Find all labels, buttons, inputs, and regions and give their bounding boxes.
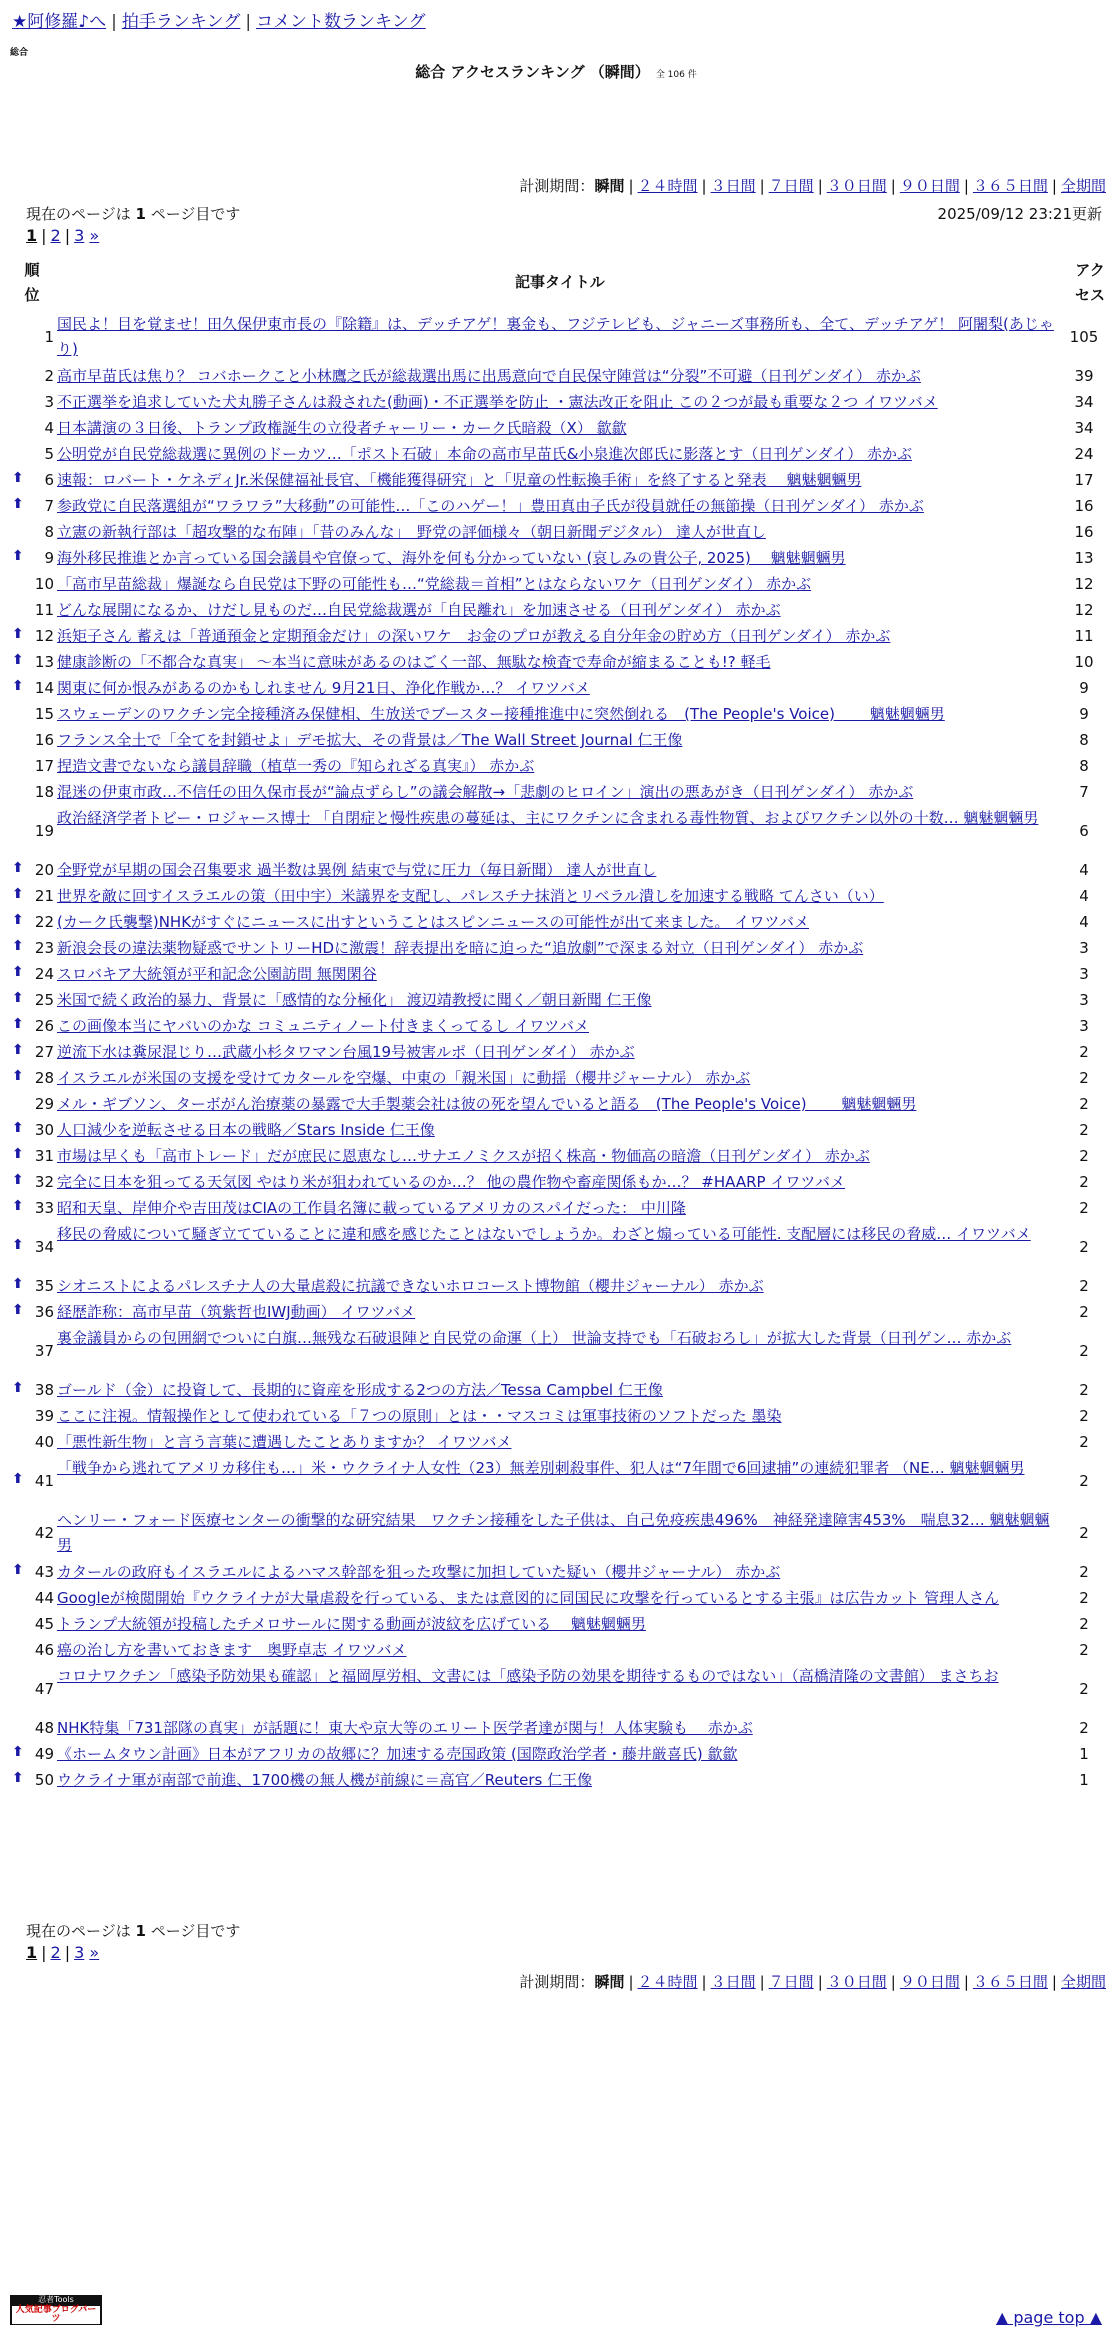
ninja-tools-logo[interactable]: 忍者Tools 人気記事ブログパーツ 忍者アクセスRSS [10,2295,102,2325]
period-separator: | [628,177,634,195]
rank-number: 31 [34,1147,54,1165]
rank-number: 40 [34,1433,54,1451]
header-title: 記事タイトル [515,273,605,291]
pager-page-link[interactable]: 3 [74,1943,85,1962]
access-count: 4 [1079,887,1089,905]
access-count: 12 [1074,601,1094,619]
rank-number: 19 [34,822,54,840]
updated-timestamp: 2025/09/12 23:21更新 [937,205,1102,223]
period-separator: | [628,1973,634,1991]
article-title-link[interactable]: 全野党が早期の国会召集要求 過半数は異例 結束で与党に圧力（毎日新聞） 達人が世直し [57,861,657,879]
table-row [0,624,1112,650]
rank-number: 23 [34,939,54,957]
rank-number: 50 [34,1771,54,1789]
up-arrow-icon: ⬆ [12,1380,24,1396]
period-option-link[interactable]: ３６５日間 [972,1973,1048,1991]
article-title-link[interactable]: ゴールド（金）に投資して、長期的に資産を形成する2つの方法／Tessa Campbel 仁王像 [57,1381,663,1399]
access-count: 2 [1079,1238,1089,1256]
period-current: 瞬間 [594,177,625,195]
rank-number: 9 [44,549,54,567]
article-title-link[interactable]: 「高市早苗総裁」爆誕なら自民党は下野の可能性も…“党総裁＝首相”とはならないワケ（日刊ゲンダイ） 赤かぶ [57,575,812,593]
table-row [0,520,1112,546]
table-row [0,1586,1112,1612]
period-separator: | [817,177,823,195]
access-count: 34 [1074,393,1094,411]
access-count: 2 [1079,1199,1089,1217]
rank-number: 42 [34,1524,54,1542]
table-row [0,780,1112,806]
table-row [0,1638,1112,1664]
table-row [0,390,1112,416]
clap-ranking-link[interactable]: 拍手ランキング [121,12,241,32]
up-arrow-icon: ⬆ [12,1042,24,1058]
rank-number: 34 [34,1238,54,1256]
table-row [0,1196,1112,1222]
pager-separator: | [64,226,71,245]
table-row [0,910,1112,936]
access-count: 8 [1079,731,1089,749]
up-arrow-icon: ⬆ [12,470,24,486]
period-current: 瞬間 [594,1973,625,1991]
article-title-link[interactable]: Googleが検閲開始『ウクライナが大量虐殺を行っている、または意図的に同国民に攻撃を行っているとする主張』は広告カット 管理人さん [57,1589,1000,1607]
access-count: 3 [1079,939,1089,957]
access-count: 6 [1079,822,1089,840]
access-count: 8 [1079,757,1089,775]
period-option-link[interactable]: ９０日間 [899,177,960,195]
access-count: 3 [1079,1017,1089,1035]
table-row [0,754,1112,780]
rank-number: 25 [34,991,54,1009]
access-count: 12 [1074,575,1094,593]
rank-number: 45 [34,1615,54,1633]
article-title-link[interactable]: 新浪会長の違法薬物疑惑でサントリーHDに激震！辞表提出を暗に迫った“追放劇”で深まる対立（日刊ゲンダイ） 赤かぶ [57,939,864,957]
article-title-link[interactable]: フランス全土で「全てを封鎖せよ」デモ拡大、その背景は／The Wall Street Journal 仁王像 [57,731,683,749]
period-option-link[interactable]: ３６５日間 [972,177,1048,195]
rank-number: 16 [34,731,54,749]
access-count: 11 [1074,627,1094,645]
rank-number: 38 [34,1381,54,1399]
article-title-link[interactable]: 関東に何か恨みがあるのかもしれません 9月21日、浄化作戦か…？ イワツバメ [57,679,590,697]
article-title-link[interactable]: 経歴詐称：高市早苗（筑紫哲也IWJ動画） イワツバメ [57,1303,416,1321]
access-count: 17 [1074,471,1094,489]
period-separator: | [1051,177,1057,195]
table-row [0,1066,1112,1092]
table-row [0,1040,1112,1066]
table-row [0,806,1112,858]
article-title-link[interactable]: どんな展開になるか、けだし見ものだ…自民党総裁選が「自民離れ」を加速させる（日刊ゲンダイ） 赤かぶ [57,601,781,619]
up-arrow-icon: ⬆ [12,548,24,564]
access-count: 2 [1079,1719,1089,1737]
access-count: 2 [1079,1524,1089,1542]
table-row [0,572,1112,598]
period-separator: | [759,177,765,195]
table-row [0,1326,1112,1378]
period-option-link[interactable]: ３０日間 [826,177,887,195]
rank-number: 7 [44,497,54,515]
table-row [0,936,1112,962]
rank-number: 36 [34,1303,54,1321]
pager-page-link[interactable]: 2 [50,1943,61,1962]
rank-number: 24 [34,965,54,983]
article-title-link[interactable]: ここに注視。情報操作として使われている「７つの原則」とは・・マスコミは軍事技術のソフトだった 墨染 [57,1407,782,1425]
article-title-link[interactable]: 米国で続く政治的暴力、背景に「感情的な分極化」 渡辺靖教授に聞く／朝日新聞 仁王像 [57,991,652,1009]
article-title-link[interactable]: スロバキア大統領が平和記念公園訪問 無関閑谷 [57,965,377,983]
access-count: 2 [1079,1472,1089,1490]
period-option-link[interactable]: ２４時間 [637,1973,698,1991]
article-title-link[interactable]: (カーク氏襲撃)NHKがすぐにニュースに出すということはスピンニュースの可能性が出て来ました。 イワツバメ [57,913,810,931]
table-row [0,1274,1112,1300]
home-link[interactable]: ★阿修羅♪へ [12,12,107,32]
table-row [0,1456,1112,1508]
article-title-link[interactable]: メル・ギブソン、ターボがん治療薬の暴露で大手製薬会社は彼の死を望んでいると語る (The People's Voice) 魑魅魍魎男 [57,1095,917,1113]
access-count: 3 [1079,965,1089,983]
table-row [0,1300,1112,1326]
access-count: 2 [1079,1303,1089,1321]
pager-next-link[interactable]: » [89,1943,100,1962]
table-row [0,650,1112,676]
up-arrow-icon: ⬆ [12,678,24,694]
table-row [0,1612,1112,1638]
header-count: アクセス [1074,261,1105,304]
pager-page-link[interactable]: 3 [74,226,85,245]
access-count: 2 [1079,1680,1089,1698]
up-arrow-icon: ⬆ [12,964,24,980]
table-row [0,1560,1112,1586]
article-title-link[interactable]: 不正選挙を追求していた犬丸勝子さんは殺された(動画)・不正選挙を防止 ・憲法改正を阻止 この２つが最も重要な２つ イワツバメ [57,393,938,411]
table-row [0,468,1112,494]
period-option-link[interactable]: ７日間 [768,177,814,195]
article-title-link[interactable]: 世界を敵に回すイスラエルの策（田中宇）米議界を支配し、パレスチナ抹消とリベラル潰しを加速する戦略 てんさい（い） [57,887,884,905]
article-title-link[interactable]: 浜矩子さん 蓄えは「普通預金と定期預金だけ」の深いワケ お金のプロが教える自分年金の貯め方（日刊ゲンダイ） 赤かぶ [57,627,891,645]
page-info-bottom: 現在のページは 1 ページ目です [26,1922,241,1940]
table-row [0,1768,1112,1794]
table-row [0,546,1112,572]
rank-number: 30 [34,1121,54,1139]
up-arrow-icon: ⬆ [12,496,24,512]
rank-number: 49 [34,1745,54,1763]
table-row [0,1716,1112,1742]
article-title-link[interactable]: 捏造文書でないなら議員辞職（植草一秀の『知られざる真実』） 赤かぶ [57,757,535,775]
rank-number: 13 [34,653,54,671]
access-count: 3 [1079,991,1089,1009]
rank-number: 32 [34,1173,54,1191]
rank-number: 6 [44,471,54,489]
table-row [0,364,1112,390]
article-title-link[interactable]: 完全に日本を狙ってる天気図 やはり米が狙われているのか…？ 他の農作物や畜産関係もか…？ #HAARP イワツバメ [57,1173,846,1191]
table-row [0,416,1112,442]
article-title-link[interactable]: 「戦争から逃れてアメリカ移住も…」米・ウクライナ人女性（23）無差別刺殺事件、犯人は“7年間で6回逮捕”の連続犯罪者 （NE… 魑魅魍魎男 [57,1459,1025,1477]
up-arrow-icon: ⬆ [12,1302,24,1318]
table-row [0,1742,1112,1768]
table-row [0,1664,1112,1716]
table-row [0,1144,1112,1170]
up-arrow-icon: ⬆ [12,1744,24,1760]
up-arrow-icon: ⬆ [12,1237,24,1253]
access-count: 16 [1074,497,1094,515]
period-label: 計測期間： [519,177,595,195]
rank-number: 22 [34,913,54,931]
table-row [0,1014,1112,1040]
article-title-link[interactable]: カタールの政府もイスラエルによるハマス幹部を狙った攻撃に加担していた疑い（櫻井ジャーナル） 赤かぶ [57,1563,781,1581]
section-label: 総合 [10,48,29,58]
rank-number: 2 [44,367,54,385]
article-title-link[interactable]: 「悪性新生物」と言う言葉に遭遇したことありますか？ イワツバメ [57,1433,512,1451]
rank-number: 41 [34,1472,54,1490]
article-title-link[interactable]: シオニストによるパレスチナ人の大量虐殺に抗議できないホロコースト博物館（櫻井ジャーナル） 赤かぶ [57,1277,764,1295]
article-title-link[interactable]: 健康診断の「不都合な真実」 〜本当に意味があるのはごく一部、無駄な検査で寿命が縮まることも!? 軽毛 [57,653,771,671]
up-arrow-icon: ⬆ [12,626,24,642]
up-arrow-icon: ⬆ [12,912,24,928]
access-count: 105 [1069,328,1099,346]
up-arrow-icon: ⬆ [12,1172,24,1188]
period-separator: | [1051,1973,1057,1991]
table-row [0,1404,1112,1430]
period-separator: | [759,1973,765,1991]
rank-number: 20 [34,861,54,879]
period-separator: | [701,177,707,195]
table-row [0,1508,1112,1560]
rank-number: 4 [44,419,54,437]
access-count: 2 [1079,1407,1089,1425]
pager-bottom [26,1943,99,1962]
access-count: 13 [1074,549,1094,567]
article-title-link[interactable]: 移民の脅威について騒ぎ立てていることに違和感を感じたことはないでしょうか。わざと煽っている可能性. 支配層には移民の脅威… イワツバメ [57,1225,1031,1243]
article-title-link[interactable]: ヘンリー・フォード医療センターの衝撃的な研究結果 ワクチン接種をした子供は、自己免疫疾患496% 神経発達障害453% 喘息32… 魑魅魍魎男 [57,1511,1050,1554]
rank-number: 8 [44,523,54,541]
rank-number: 28 [34,1069,54,1087]
up-arrow-icon: ⬆ [12,1770,24,1786]
up-arrow-icon: ⬆ [12,1276,24,1292]
nav-separator: | [111,12,117,32]
access-count: 2 [1079,1121,1089,1139]
table-row [0,988,1112,1014]
article-title-link[interactable]: 《ホームタウン計画》日本がアフリカの故郷に？加速する売国政策 (国際政治学者・藤井厳喜氏) 歙歙 [57,1745,738,1763]
access-count: 16 [1074,523,1094,541]
up-arrow-icon: ⬆ [12,860,24,876]
rank-number: 27 [34,1043,54,1061]
rank-number: 15 [34,705,54,723]
article-title-link[interactable]: 公明党が自民党総裁選に異例のドーカツ…「ポスト石破」本命の高市早苗氏&小泉進次郎氏に影落とす（日刊ゲンダイ） 赤かぶ [57,445,912,463]
period-option-link[interactable]: ３０日間 [826,1973,887,1991]
article-title-link[interactable]: 裏金議員からの包囲網でついに白旗…無残な石破退陣と自民党の命運（上） 世論支持でも「石破おろし」が拡大した背景（日刊ゲン… 赤かぶ [57,1329,1012,1347]
table-row [0,702,1112,728]
access-count: 2 [1079,1381,1089,1399]
header-rank: 順位 [24,261,40,304]
access-count: 9 [1079,679,1089,697]
up-arrow-icon: ⬆ [12,1471,24,1487]
period-option-link[interactable]: 全期間 [1060,1973,1106,1991]
access-count: 2 [1079,1563,1089,1581]
access-count: 2 [1079,1342,1089,1360]
rank-number: 39 [34,1407,54,1425]
pager-separator: | [41,1943,47,1962]
period-label: 計測期間： [519,1973,595,1991]
access-count: 2 [1079,1069,1089,1087]
rank-number: 5 [44,445,54,463]
rank-number: 37 [34,1342,54,1360]
comment-ranking-link[interactable]: コメント数ランキング [256,12,426,32]
pager-next-link[interactable]: » [89,226,100,245]
period-option-link[interactable]: ９０日間 [899,1973,960,1991]
rank-number: 29 [34,1095,54,1113]
rank-number: 11 [34,601,54,619]
access-count: 2 [1079,1043,1089,1061]
article-title-link[interactable]: スウェーデンのワクチン完全接種済み保健相、生放送でブースター接種推進中に突然倒れる (The People's Voice) 魑魅魍魎男 [57,705,945,723]
nav-separator: | [245,12,252,32]
period-separator: | [963,1973,969,1991]
rank-number: 43 [34,1563,54,1581]
up-arrow-icon: ⬆ [12,1120,24,1136]
total-count: 全 106 件 [655,70,697,80]
table-row [0,598,1112,624]
period-option-link[interactable]: ３日間 [710,1973,756,1991]
access-count: 7 [1079,783,1089,801]
article-title-link[interactable]: ウクライナ軍が南部で前進、1700機の無人機が前線に＝高官／Reuters 仁王像 [57,1771,593,1789]
table-row [0,1170,1112,1196]
article-title-link[interactable]: 海外移民推進とか言っている国会議員や官僚って、海外を何も分かっていない (哀しみの貴公子, 2025) 魑魅魍魎男 [57,549,846,567]
rank-number: 26 [34,1017,54,1035]
up-arrow-icon: ⬆ [12,1068,24,1084]
rank-number: 21 [34,887,54,905]
article-title-link[interactable]: 政治経済学者トビー・ロジャース博士 「自閉症と慢性疾患の蔓延は、主にワクチンに含まれる毒性物質、およびワクチン以外の十数… 魑魅魍魎男 [57,809,1039,827]
article-title-link[interactable]: 人口減少を逆転させる日本の戦略／Stars Inside 仁王像 [57,1121,435,1139]
article-title-link[interactable]: 速報：ロバート・ケネディJr.米保健福祉長官、「機能獲得研究」と「児童の性転換手術」を終了すると発表 魑魅魍魎男 [57,471,862,489]
access-count: 2 [1079,1615,1089,1633]
article-title-link[interactable]: 混迷の伊東市政…不信任の田久保市長が“論点ずらし”の議会解散→「悲劇のヒロイン」演出の悪あがき（日刊ゲンダイ） 赤かぶ [57,783,914,801]
pager-top [26,226,99,245]
access-count: 24 [1074,445,1094,463]
access-count: 1 [1079,1745,1089,1763]
pager-separator: | [64,1943,71,1962]
access-count: 1 [1079,1771,1089,1789]
up-arrow-icon: ⬆ [12,1562,24,1578]
table-row [0,1378,1112,1404]
article-title-link[interactable]: トランプ大統領が投稿したチメロサールに関する動画が波紋を広げている 魑魅魍魎男 [57,1615,646,1633]
table-row [0,1092,1112,1118]
access-count: 2 [1079,1589,1089,1607]
table-row [0,858,1112,884]
page-info-top: 現在のページは 1 ページ目です [26,205,241,223]
rank-number: 14 [34,679,54,697]
article-title-link[interactable]: 国民よ！目を覚ませ！田久保伊東市長の『除籍』は、デッチアゲ！裏金も、フジテレビも、ジャニーズ事務所も、全て、デッチアゲ！ 阿闍梨(あじゃり) [57,315,1054,358]
rank-number: 1 [44,328,54,346]
article-title-link[interactable]: 参政党に自民落選組が“ワラワラ”大移動”の可能性…「このハゲー！」豊田真由子氏が役員就任の無節操（日刊ゲンダイ） 赤かぶ [57,497,924,515]
table-header [0,254,1112,312]
access-count: 2 [1079,1147,1089,1165]
access-count: 2 [1079,1277,1089,1295]
access-count: 34 [1074,419,1094,437]
page-title-block [0,61,1112,82]
table-row [0,884,1112,910]
ranking-table [0,312,1112,1794]
table-row [0,494,1112,520]
access-count: 4 [1079,861,1089,879]
top-navigation [12,8,426,36]
period-separator: | [701,1973,707,1991]
up-arrow-icon: ⬆ [12,1016,24,1032]
table-row [0,1430,1112,1456]
article-title-link[interactable]: コロナワクチン「感染予防効果も確認」と福岡厚労相、文書には「感染予防の効果を期待するものではない」（高橋清隆の文書館） まさちお [57,1667,999,1685]
article-title-link[interactable]: 市場は早くも「高市トレード」だが庶民に恩恵なし…サナエノミクスが招く株高・物価高の暗澹（日刊ゲンダイ） 赤かぶ [57,1147,870,1165]
rank-number: 17 [34,757,54,775]
article-title-link[interactable]: 立憲の新執行部は「超攻撃的な布陣」「昔のみんな」 野党の評価様々（朝日新聞デジタル） 達人が世直し [57,523,766,541]
table-row [0,676,1112,702]
table-row [0,1222,1112,1274]
up-arrow-icon: ⬆ [12,652,24,668]
access-count: 2 [1079,1433,1089,1451]
access-count: 4 [1079,913,1089,931]
rank-number: 47 [34,1680,54,1698]
article-title-link[interactable]: イスラエルが米国の支援を受けてカタールを空爆、中東の「親米国」に動揺（櫻井ジャーナル） 赤かぶ [57,1069,751,1087]
rank-number: 10 [34,575,54,593]
period-option-link[interactable]: 全期間 [1060,177,1106,195]
access-count: 2 [1079,1173,1089,1191]
access-count: 9 [1079,705,1089,723]
rank-number: 35 [34,1277,54,1295]
up-arrow-icon: ⬆ [12,886,24,902]
access-count: 10 [1074,653,1094,671]
up-arrow-icon: ⬆ [12,990,24,1006]
page-top-link[interactable]: ▲ page top ▲ [995,2308,1102,2327]
period-option-link[interactable]: ３日間 [710,177,756,195]
period-separator: | [963,177,969,195]
rank-number: 33 [34,1199,54,1217]
pager-current-page: 1 [26,226,38,245]
article-title-link[interactable]: 癌の治し方を書いておきます 奥野卓志 イワツバメ [57,1641,407,1659]
up-arrow-icon: ⬆ [12,1198,24,1214]
rank-number: 3 [44,393,54,411]
up-arrow-icon: ⬆ [12,938,24,954]
table-row [0,1118,1112,1144]
article-title-link[interactable]: 逆流下水は糞尿混じり…武蔵小杉タワマン台風19号被害ルポ（日刊ゲンダイ） 赤かぶ [57,1043,635,1061]
rank-number: 44 [34,1589,54,1607]
pager-current-page: 1 [26,1943,38,1962]
period-separator: | [817,1973,823,1991]
pager-separator: | [41,226,47,245]
period-option-link[interactable]: ７日間 [768,1973,814,1991]
article-title-link[interactable]: 昭和天皇、岸伸介や吉田茂はCIAの工作員名簿に載っているアメリカのスパイだった： 中川隆 [57,1199,686,1217]
period-option-link[interactable]: ２４時間 [637,177,698,195]
rank-number: 46 [34,1641,54,1659]
article-title-link[interactable]: 高市早苗氏は焦り？ コバホークこと小林鷹之氏が総裁選出馬に出馬意向で自民保守陣営は“分裂”不可避（日刊ゲンダイ） 赤かぶ [57,367,921,385]
rank-number: 48 [34,1719,54,1737]
period-separator: | [890,1973,896,1991]
access-count: 2 [1079,1641,1089,1659]
rank-number: 18 [34,783,54,801]
pager-page-link[interactable]: 2 [50,226,61,245]
article-title-link[interactable]: NHK特集「731部隊の真実」が話題に！東大や京大等のエリート医学者達が関与！人体実験も 赤かぶ [57,1719,753,1737]
period-selector-bottom [519,1971,1106,1992]
article-title-link[interactable]: この画像本当にヤバいのかな コミュニティノート付きまくってるし イワツバメ [57,1017,589,1035]
up-arrow-icon: ⬆ [12,1146,24,1162]
period-selector-top [519,175,1106,196]
access-count: 39 [1074,367,1094,385]
table-row [0,728,1112,754]
page-title: 総合 アクセスランキング （瞬間） [415,63,650,81]
period-separator: | [890,177,896,195]
access-count: 2 [1079,1095,1089,1113]
table-row [0,962,1112,988]
rank-number: 12 [34,627,54,645]
table-row [0,312,1112,364]
article-title-link[interactable]: 日本講演の３日後、トランプ政権誕生の立役者チャーリー・カーク氏暗殺（X） 歙歙 [57,419,627,437]
table-row [0,442,1112,468]
